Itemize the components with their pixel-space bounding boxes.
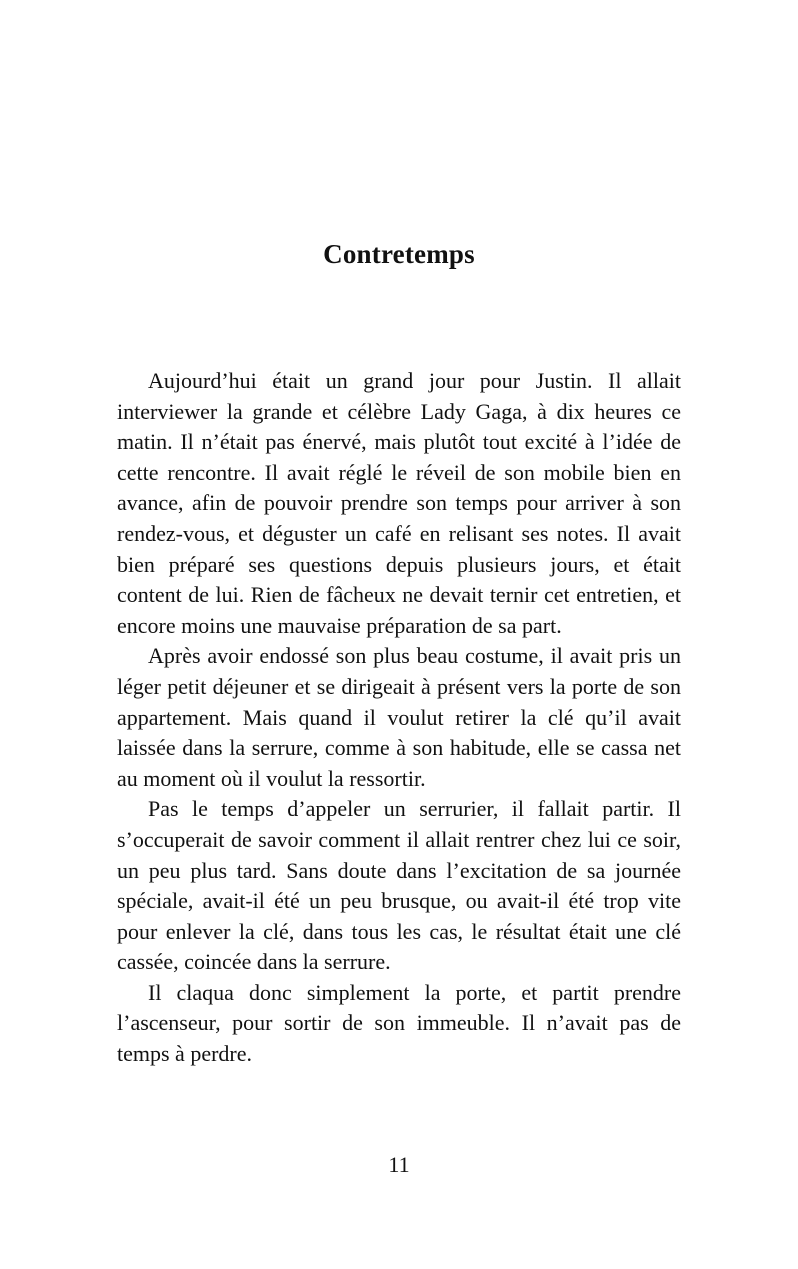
paragraph-1: Aujourd’hui était un grand jour pour Justin. Il allait interviewer la grande et célèbre Lady Gaga, à dix heures ce matin. Il n’était pas énervé, mais plutôt tout excité à l’idée de cette rencontre. Il avait réglé le réveil de son mobile bien en avance, afin de pouvoir prendre son temps pour arriver à son rendez-vous, et déguster un café en relisant ses notes. Il avait bien préparé ses questions depuis plusieurs jours, et était content de lui. Rien de fâcheux ne devait ternir cet entretien, et encore moins une mauvaise préparation de sa part. [117, 368, 681, 638]
paragraph-2: Après avoir endossé son plus beau costume, il avait pris un léger petit déjeuner et se dirigeait à présent vers la porte de son appartement. Mais quand il voulut retirer la clé qu’il avait laissée dans la serrure, comme à son habitude, elle se cassa net au moment où il voulut la ressortir. [117, 643, 681, 791]
chapter-title: Contretemps [323, 239, 475, 269]
paragraph-3: Pas le temps d’appeler un serrurier, il fallait partir. Il s’occuperait de savoir comment il allait rentrer chez lui ce soir, un peu plus tard. Sans doute dans l’excitation de sa journée spéciale, avait-il été un peu brusque, ou avait-il été trop vite pour enlever la clé, dans tous les cas, le résultat était une clé cassée, coincée dans la serrure. [117, 796, 681, 975]
chapter-body [117, 366, 681, 1070]
paragraph-4: Il claqua donc simplement la porte, et partit prendre l’ascenseur, pour sortir de son immeuble. Il n’avait pas de temps à perdre. [117, 979, 681, 1067]
page-number: 11 [388, 1152, 410, 1177]
